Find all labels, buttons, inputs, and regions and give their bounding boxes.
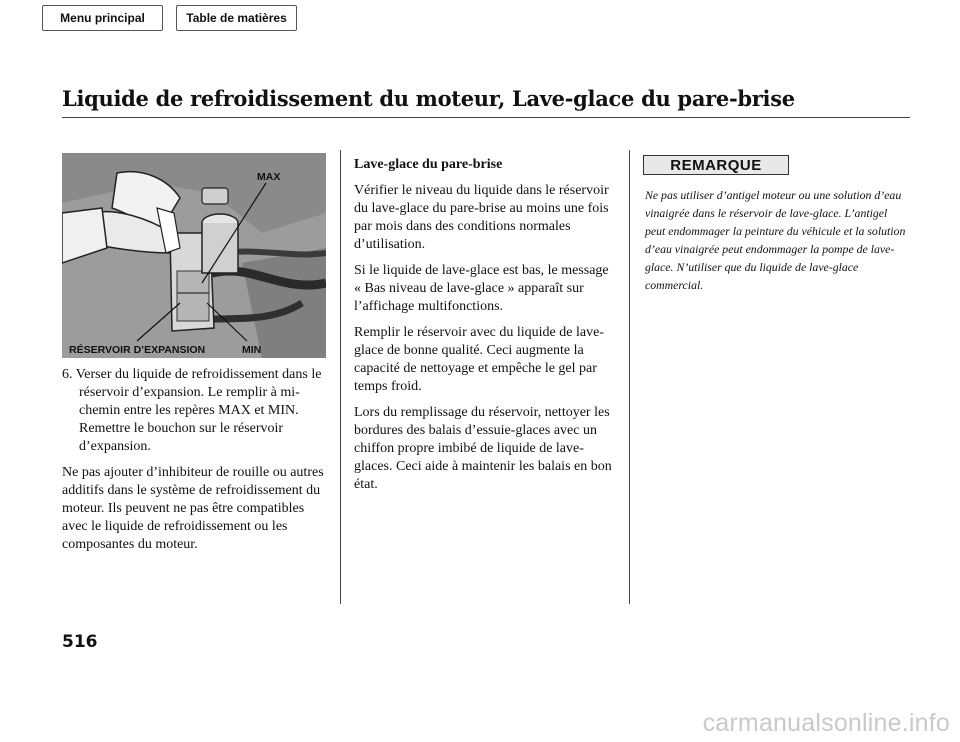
engine-bay-drawing	[62, 153, 326, 358]
step-6: 6. Verser du liquide de refroidissement dans le réservoir d’expansion. Le remplir à mi-chemin entre les repères MAX et MIN. Remettre le bouchon sur le réservoir d’expansion.	[62, 367, 322, 454]
left-column-text	[62, 366, 327, 562]
middle-column-text	[354, 156, 619, 502]
washer-paragraph-2: Si le liquide de lave-glace est bas, le message « Bas niveau de lave-glace » apparaît sur l’affichage multifonctions.	[354, 263, 609, 314]
section-title-washer: Lave-glace du pare-brise	[354, 157, 503, 172]
additives-warning-paragraph: Ne pas ajouter d’inhibiteur de rouille ou autres additifs dans le système de refroidissement du moteur. Ils peuvent ne pas être compatibles avec le liquide de refroidissement ou les composantes du moteur.	[62, 465, 324, 552]
min-label: MIN	[242, 344, 262, 356]
page-number: 516	[62, 632, 98, 652]
page-title: Liquide de refroidissement du moteur, Lave-glace du pare-brise	[62, 86, 795, 111]
title-divider	[62, 117, 910, 118]
washer-paragraph-4: Lors du remplissage du réservoir, nettoyer les bordures des balais d’essuie-glaces avec un chiffon propre imbibé de liquide de lave-glaces. Ceci aide à maintenir les balais en bon état.	[354, 405, 612, 492]
column-divider-left	[340, 150, 341, 604]
main-menu-button[interactable]: Menu principal	[42, 5, 163, 31]
reservoir-label: RÉSERVOIR D’EXPANSION	[69, 344, 206, 356]
watermark: carmanualsonline.info	[702, 709, 950, 737]
table-of-contents-button[interactable]: Table de matières	[176, 5, 297, 31]
remarque-text: Ne pas utiliser d’antigel moteur ou une solution d’eau vinaigrée dans le réservoir de lave-glace. L’antigel peut endommager la peinture du véhicule et la solution d’eau vinaigrée peut endommager la pompe de lave-glace. N’utiliser que du liquide de lave-glace commercial.	[645, 188, 906, 292]
washer-paragraph-3: Remplir le réservoir avec du liquide de lave-glace de bonne qualité. Ceci augmente la capacité de nettoyage et empêche le gel par temps froid.	[354, 325, 604, 394]
coolant-reservoir-illustration	[62, 153, 326, 358]
washer-paragraph-1: Vérifier le niveau du liquide dans le réservoir du lave-glace du pare-brise au moins une fois par mois dans des conditions normales d’utilisation.	[354, 183, 609, 252]
max-label: MAX	[257, 171, 281, 183]
column-divider-right	[629, 150, 630, 604]
remarque-badge: REMARQUE	[643, 155, 789, 175]
